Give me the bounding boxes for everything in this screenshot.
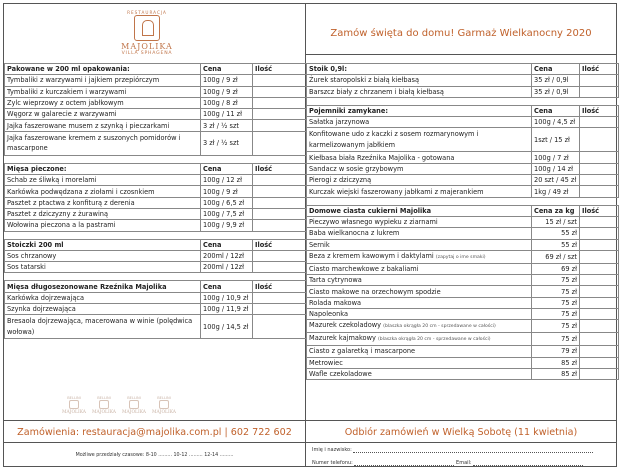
item-name-cell	[307, 275, 532, 286]
item-qty-input[interactable]	[253, 120, 307, 131]
partner-crest-icon	[99, 400, 109, 409]
item-name: Pasztet z dziczyzny z żurawiną	[7, 210, 108, 219]
item-name-cell	[307, 333, 532, 346]
item-price: 69 zł / szt	[532, 250, 580, 263]
item-name: Żurek staropolski z białą kiełbasą	[309, 76, 420, 85]
item-name: Sernik	[309, 240, 330, 249]
form-row-name	[312, 447, 610, 453]
item-price: 100g / 10,9 zł	[201, 292, 253, 303]
item-name: Schab ze śliwką i morelami	[7, 176, 97, 185]
price-header: Cena	[201, 64, 253, 75]
item-price: 100g / 9 zł	[201, 75, 253, 86]
item-price: 100g / 14 zł	[532, 163, 580, 174]
item-name-cell	[307, 186, 532, 197]
menu-row	[5, 220, 307, 231]
item-name-cell	[5, 292, 201, 303]
item-price: 55 zł	[532, 228, 580, 239]
section-title: Stoik 0,9l:	[307, 64, 532, 75]
item-name: Wafle czekoladowe	[309, 370, 372, 379]
item-name: Sałatka jarzynowa	[309, 118, 370, 127]
menu-row	[5, 304, 307, 315]
section-spacer	[307, 197, 619, 205]
section-header	[5, 163, 307, 174]
menu-row	[307, 175, 619, 186]
page-title: Zamów święta do domu! Garmaż Wielkanocny 2020	[330, 28, 592, 39]
item-price: 100g / 6,5 zł	[201, 197, 253, 208]
item-name: Pierogi z dziczyzną	[309, 176, 372, 185]
item-name: Napoleonka	[309, 310, 349, 319]
menu-row	[307, 357, 619, 368]
menu-row	[5, 120, 307, 131]
partner-crest-icon	[159, 400, 169, 409]
item-qty-input[interactable]	[580, 357, 619, 368]
phone-label: Numer telefonu:	[312, 460, 353, 466]
item-qty-input[interactable]	[253, 292, 307, 303]
qty-header: Ilość	[580, 205, 619, 216]
item-price: 55 zł	[532, 239, 580, 250]
divider	[306, 420, 616, 421]
item-name: Metrowiec	[309, 358, 343, 367]
qty-header: Ilość	[253, 163, 307, 174]
item-qty-input[interactable]	[253, 250, 307, 261]
left-column	[4, 4, 306, 466]
price-header: Cena za kg	[532, 205, 580, 216]
divider	[306, 442, 616, 443]
item-price: 200ml / 12zł	[201, 262, 253, 273]
item-name-cell	[5, 304, 201, 315]
pickup-info: Odbiór zamówień w Wielką Sobotę (11 kwietnia)	[344, 427, 578, 438]
item-qty-input[interactable]	[580, 286, 619, 297]
qty-header: Ilość	[253, 239, 307, 250]
item-price: 100g / 8 zł	[201, 97, 253, 108]
item-name-cell	[307, 250, 532, 263]
section-title: Mięsa długosezonowane Rzeźnika Majolika	[5, 281, 201, 292]
item-price: 1kg / 49 zł	[532, 186, 580, 197]
item-price: 100g / 9 zł	[201, 86, 253, 97]
menu-row	[307, 297, 619, 308]
section-title: Domowe ciasta cukierni Majolika	[307, 205, 532, 216]
item-name: Kiełbasa biała Rzeźnika Majolika - gotowana	[309, 153, 455, 162]
item-qty-input[interactable]	[253, 315, 307, 339]
right-menu-table	[306, 63, 616, 380]
item-note: (blaszka okrągła 20 cm - sprzedawane w całości)	[383, 324, 496, 330]
logo-top-text: RESTAURACJA	[127, 10, 167, 15]
item-price: 20 szt / 45 zł	[532, 175, 580, 186]
item-name-cell	[307, 320, 532, 333]
item-name-cell	[307, 357, 532, 368]
menu-row	[5, 97, 307, 108]
item-price: 75 zł	[532, 309, 580, 320]
menu-row	[307, 368, 619, 379]
item-price: 100g / 7,5 zł	[201, 208, 253, 219]
partner-logos	[62, 396, 176, 418]
item-price: 100g / 11,9 zł	[201, 304, 253, 315]
item-name-cell	[307, 75, 532, 86]
menu-row	[5, 262, 307, 273]
section-header	[5, 239, 307, 250]
item-name: Ciasto makowe na orzechowym spodzie	[309, 287, 441, 296]
item-name-cell	[5, 197, 201, 208]
menu-row	[307, 239, 619, 250]
item-name: Zylc wieprzowy z octem jabłkowym	[7, 99, 124, 108]
item-qty-input[interactable]	[580, 86, 619, 97]
item-name: Pasztet z ptactwa z konfiturą z derenia	[7, 198, 135, 207]
menu-row	[307, 86, 619, 97]
item-qty-input[interactable]	[580, 128, 619, 152]
item-name-cell	[307, 152, 532, 163]
partner-crest-icon	[69, 400, 79, 409]
item-qty-input[interactable]	[580, 297, 619, 308]
item-name-cell	[307, 128, 532, 152]
item-price: 75 zł	[532, 297, 580, 308]
menu-row	[307, 228, 619, 239]
item-name: Ciasto marchewkowe z bakaliami	[309, 265, 419, 273]
item-qty-input[interactable]	[580, 117, 619, 128]
menu-row	[5, 75, 307, 86]
item-name: Baba wielkanocna z lukrem	[309, 229, 400, 238]
item-name-cell	[5, 120, 201, 131]
item-qty-input[interactable]	[580, 186, 619, 197]
item-name: Sandacz w sosie grzybowym	[309, 164, 404, 173]
item-qty-input[interactable]	[253, 131, 307, 155]
item-name: Karkówka podwędzana z ziołami i czosnkiem	[7, 187, 155, 196]
item-qty-input[interactable]	[253, 208, 307, 219]
qty-header: Ilość	[580, 105, 619, 116]
item-qty-input[interactable]	[253, 97, 307, 108]
partner-logo-top: BELLINI	[67, 396, 81, 400]
item-qty-input[interactable]	[580, 75, 619, 86]
section-header	[307, 105, 619, 116]
menu-row	[307, 250, 619, 263]
item-price: 79 zł	[532, 346, 580, 357]
partner-logo-brand: MAJOLIKA	[152, 410, 176, 415]
item-name-cell	[307, 86, 532, 97]
item-name-cell	[5, 75, 201, 86]
menu-row	[307, 309, 619, 320]
menu-row	[307, 152, 619, 163]
qty-header: Ilość	[580, 64, 619, 75]
item-name: Wołowina pieczona a la pastrami	[7, 221, 116, 230]
section-spacer	[5, 231, 307, 239]
spacer-cell	[580, 97, 619, 105]
item-price: 100g / 11 zł	[201, 109, 253, 120]
name-label: Imię i nazwisko:	[312, 447, 352, 453]
item-price: 35 zł / 0,9l	[532, 86, 580, 97]
spacer-cell	[201, 155, 253, 163]
item-name: Mazurek czekoladowy	[309, 321, 382, 330]
right-column	[306, 4, 616, 466]
menu-row	[307, 75, 619, 86]
partner-logo	[152, 396, 176, 418]
menu-row	[307, 128, 619, 152]
logo-brand-text: MAJOLIKA	[121, 42, 173, 51]
item-price: 75 zł	[532, 286, 580, 297]
item-name-cell	[5, 220, 201, 231]
spacer-cell	[5, 155, 201, 163]
item-name: Tymbaliki z warzywami i jajkiem przepiórczym	[7, 76, 160, 85]
item-price: 85 zł	[532, 368, 580, 379]
form-row-contact	[312, 460, 610, 466]
item-name-cell	[5, 175, 201, 186]
item-name: Karkówka dojrzewająca	[7, 293, 85, 302]
menu-row	[307, 286, 619, 297]
divider	[4, 442, 305, 443]
item-qty-input[interactable]	[253, 186, 307, 197]
item-name-cell	[307, 117, 532, 128]
item-qty-input[interactable]	[580, 175, 619, 186]
item-qty-input[interactable]	[580, 163, 619, 174]
item-name: Jajka faszerowane musem z szynką i pieczarkami	[7, 121, 170, 130]
menu-row	[307, 263, 619, 274]
item-name-cell	[307, 309, 532, 320]
partner-logo	[62, 396, 86, 418]
menu-row	[307, 275, 619, 286]
menu-row	[5, 131, 307, 155]
item-name: Tarta cytrynowa	[309, 276, 362, 285]
spacer-cell	[580, 197, 619, 205]
menu-row	[5, 86, 307, 97]
item-price: 15 zł / szt	[532, 216, 580, 227]
item-price: 100g / 9,9 zł	[201, 220, 253, 231]
item-name-cell	[5, 186, 201, 197]
price-header: Cena	[201, 163, 253, 174]
spacer-cell	[5, 273, 201, 281]
section-title: Mięsa pieczone:	[5, 163, 201, 174]
item-name: Pieczywo własnego wypieku z ziarnami	[309, 218, 438, 227]
partner-logo-brand: MAJOLIKA	[122, 410, 146, 415]
item-name: Węgorz w galarecie z warzywami	[7, 110, 117, 119]
menu-row	[5, 292, 307, 303]
menu-row	[5, 250, 307, 261]
section-header	[307, 64, 619, 75]
item-name: Tymbaliki z kurczakiem i warzywami	[7, 87, 127, 96]
item-price: 100g / 12 zł	[201, 175, 253, 186]
partner-logo-top: BELLINI	[97, 396, 111, 400]
email-field[interactable]	[473, 460, 583, 466]
item-name: Sos tatarski	[7, 263, 46, 272]
item-name: Rolada makowa	[309, 298, 362, 307]
menu-row	[5, 197, 307, 208]
phone-field[interactable]	[354, 460, 454, 466]
item-name: Sos chrzanowy	[7, 252, 57, 260]
spacer-cell	[253, 231, 307, 239]
item-price: 3 zł / ½ szt	[201, 131, 253, 155]
orders-contact: Zamówienia: restauracja@majolika.com.pl | 602 722 602	[17, 427, 292, 438]
item-name-cell	[307, 297, 532, 308]
section-title: Stoiczki 200 ml	[5, 239, 201, 250]
qty-header: Ilość	[253, 64, 307, 75]
restaurant-logo	[112, 10, 182, 56]
item-price: 100g / 9 zł	[201, 186, 253, 197]
item-qty-input[interactable]	[580, 239, 619, 250]
item-name-cell	[5, 109, 201, 120]
menu-row	[5, 208, 307, 219]
item-qty-input[interactable]	[580, 216, 619, 227]
menu-row	[307, 117, 619, 128]
spacer-cell	[5, 231, 201, 239]
menu-row	[307, 346, 619, 357]
logo-sub-text: VILLA SPHAGENA	[121, 51, 173, 56]
item-price: 85 zł	[532, 357, 580, 368]
partner-logo	[92, 396, 116, 418]
menu-row	[5, 315, 307, 339]
spacer-cell	[253, 273, 307, 281]
menu-row	[5, 186, 307, 197]
item-qty-input[interactable]	[580, 309, 619, 320]
section-header	[5, 64, 307, 75]
section-header	[5, 281, 307, 292]
price-header: Cena	[201, 281, 253, 292]
item-name-cell	[307, 216, 532, 227]
price-header: Cena	[201, 239, 253, 250]
partner-logo-top: BELLINI	[157, 396, 171, 400]
item-name-cell	[307, 286, 532, 297]
item-name-cell	[5, 315, 201, 339]
email-label: Email:	[456, 460, 472, 466]
item-name-cell	[307, 263, 532, 274]
section-title: Pojemniki zamykane:	[307, 105, 532, 116]
item-name-cell	[5, 97, 201, 108]
spacer-cell	[307, 197, 532, 205]
item-name-cell	[5, 208, 201, 219]
item-name-cell	[5, 86, 201, 97]
item-note: (zapytaj o ime smaki)	[435, 254, 486, 260]
item-name-cell	[307, 175, 532, 186]
item-qty-input[interactable]	[253, 109, 307, 120]
menu-row	[5, 109, 307, 120]
item-price: 69 zł	[532, 263, 580, 274]
partner-logo-top: BELLINI	[127, 396, 141, 400]
item-qty-input[interactable]	[580, 346, 619, 357]
partner-logo	[122, 396, 146, 418]
item-qty-input[interactable]	[580, 275, 619, 286]
item-qty-input[interactable]	[253, 86, 307, 97]
item-price: 100g / 7 zł	[532, 152, 580, 163]
logo-crest-icon	[134, 15, 160, 41]
item-name: Szynka dojrzewająca	[7, 305, 76, 314]
item-name: Ciasto z galaretką i mascarpone	[309, 347, 416, 356]
spacer-cell	[201, 273, 253, 281]
item-name-cell	[307, 346, 532, 357]
item-qty-input[interactable]	[580, 368, 619, 379]
item-qty-input[interactable]	[580, 152, 619, 163]
menu-row	[307, 320, 619, 333]
item-price: 3 zł / ½ szt	[201, 120, 253, 131]
item-price: 35 zł / 0,9l	[532, 75, 580, 86]
item-qty-input[interactable]	[580, 228, 619, 239]
section-spacer	[307, 97, 619, 105]
menu-row	[307, 333, 619, 346]
item-price: 1szt / 15 zł	[532, 128, 580, 152]
price-header: Cena	[532, 64, 580, 75]
item-name: Barszcz biały z chrzanem i białą kiełbasą	[309, 87, 444, 96]
item-name-cell	[307, 368, 532, 379]
item-name-cell	[5, 131, 201, 155]
price-header: Cena	[532, 105, 580, 116]
menu-sheet	[3, 3, 617, 467]
menu-row	[307, 163, 619, 174]
name-field[interactable]	[353, 447, 593, 453]
item-price: 200ml / 12zł	[201, 250, 253, 261]
section-spacer	[5, 155, 307, 163]
section-spacer	[5, 273, 307, 281]
item-qty-input[interactable]	[253, 304, 307, 315]
item-name-cell	[5, 250, 201, 261]
menu-row	[307, 216, 619, 227]
partner-logo-brand: MAJOLIKA	[92, 410, 116, 415]
divider	[306, 54, 616, 55]
item-name: Bresaola dojrzewająca, macerowana w winie (polędwica wołowa)	[7, 317, 193, 336]
item-price: 75 zł	[532, 275, 580, 286]
section-title: Pakowane w 200 ml opakowania:	[5, 64, 201, 75]
time-slots: Możliwe przedziały czasowe: 8-10 ......... 10-12 ......... 12-14 .........	[75, 453, 234, 458]
item-qty-input[interactable]	[253, 197, 307, 208]
item-name-cell	[307, 163, 532, 174]
item-name-cell	[307, 239, 532, 250]
spacer-cell	[532, 97, 580, 105]
partner-logo-brand: MAJOLIKA	[62, 410, 86, 415]
item-price: 75 zł	[532, 320, 580, 333]
item-name: Konfitowane udo z kaczki z sosem rozmarynowym i karmelizowanym jabłkiem	[309, 130, 479, 149]
item-qty-input[interactable]	[253, 220, 307, 231]
item-name: Beza z kremem kawowym i daktylami	[309, 251, 434, 260]
item-name-cell	[5, 262, 201, 273]
item-qty-input[interactable]	[580, 250, 619, 263]
spacer-cell	[253, 155, 307, 163]
spacer-cell	[532, 197, 580, 205]
item-price: 100g / 14,5 zł	[201, 315, 253, 339]
item-qty-input[interactable]	[253, 262, 307, 273]
item-qty-input[interactable]	[580, 320, 619, 333]
item-note: (blaszka okrągła 20 cm - sprzedawane w całości)	[377, 337, 491, 343]
menu-row	[307, 186, 619, 197]
item-price: 100g / 4,5 zł	[532, 117, 580, 128]
qty-header: Ilość	[253, 281, 307, 292]
item-name: Mazurek kajmakowy	[309, 334, 376, 343]
item-qty-input[interactable]	[580, 263, 619, 274]
item-qty-input[interactable]	[253, 75, 307, 86]
divider	[4, 420, 305, 421]
partner-crest-icon	[129, 400, 139, 409]
menu-row	[5, 175, 307, 186]
item-name: Jajka faszerowane kremem z suszonych pomidorów i mascarpone	[7, 133, 181, 153]
item-name: Kurczak wiejski faszerowany jabłkami z majerankiem	[309, 187, 484, 196]
spacer-cell	[201, 231, 253, 239]
item-qty-input[interactable]	[253, 175, 307, 186]
item-price: 75 zł	[532, 333, 580, 346]
section-header	[307, 205, 619, 216]
spacer-cell	[307, 97, 532, 105]
left-menu-table	[4, 63, 305, 339]
item-name-cell	[307, 228, 532, 239]
item-qty-input[interactable]	[580, 333, 619, 346]
